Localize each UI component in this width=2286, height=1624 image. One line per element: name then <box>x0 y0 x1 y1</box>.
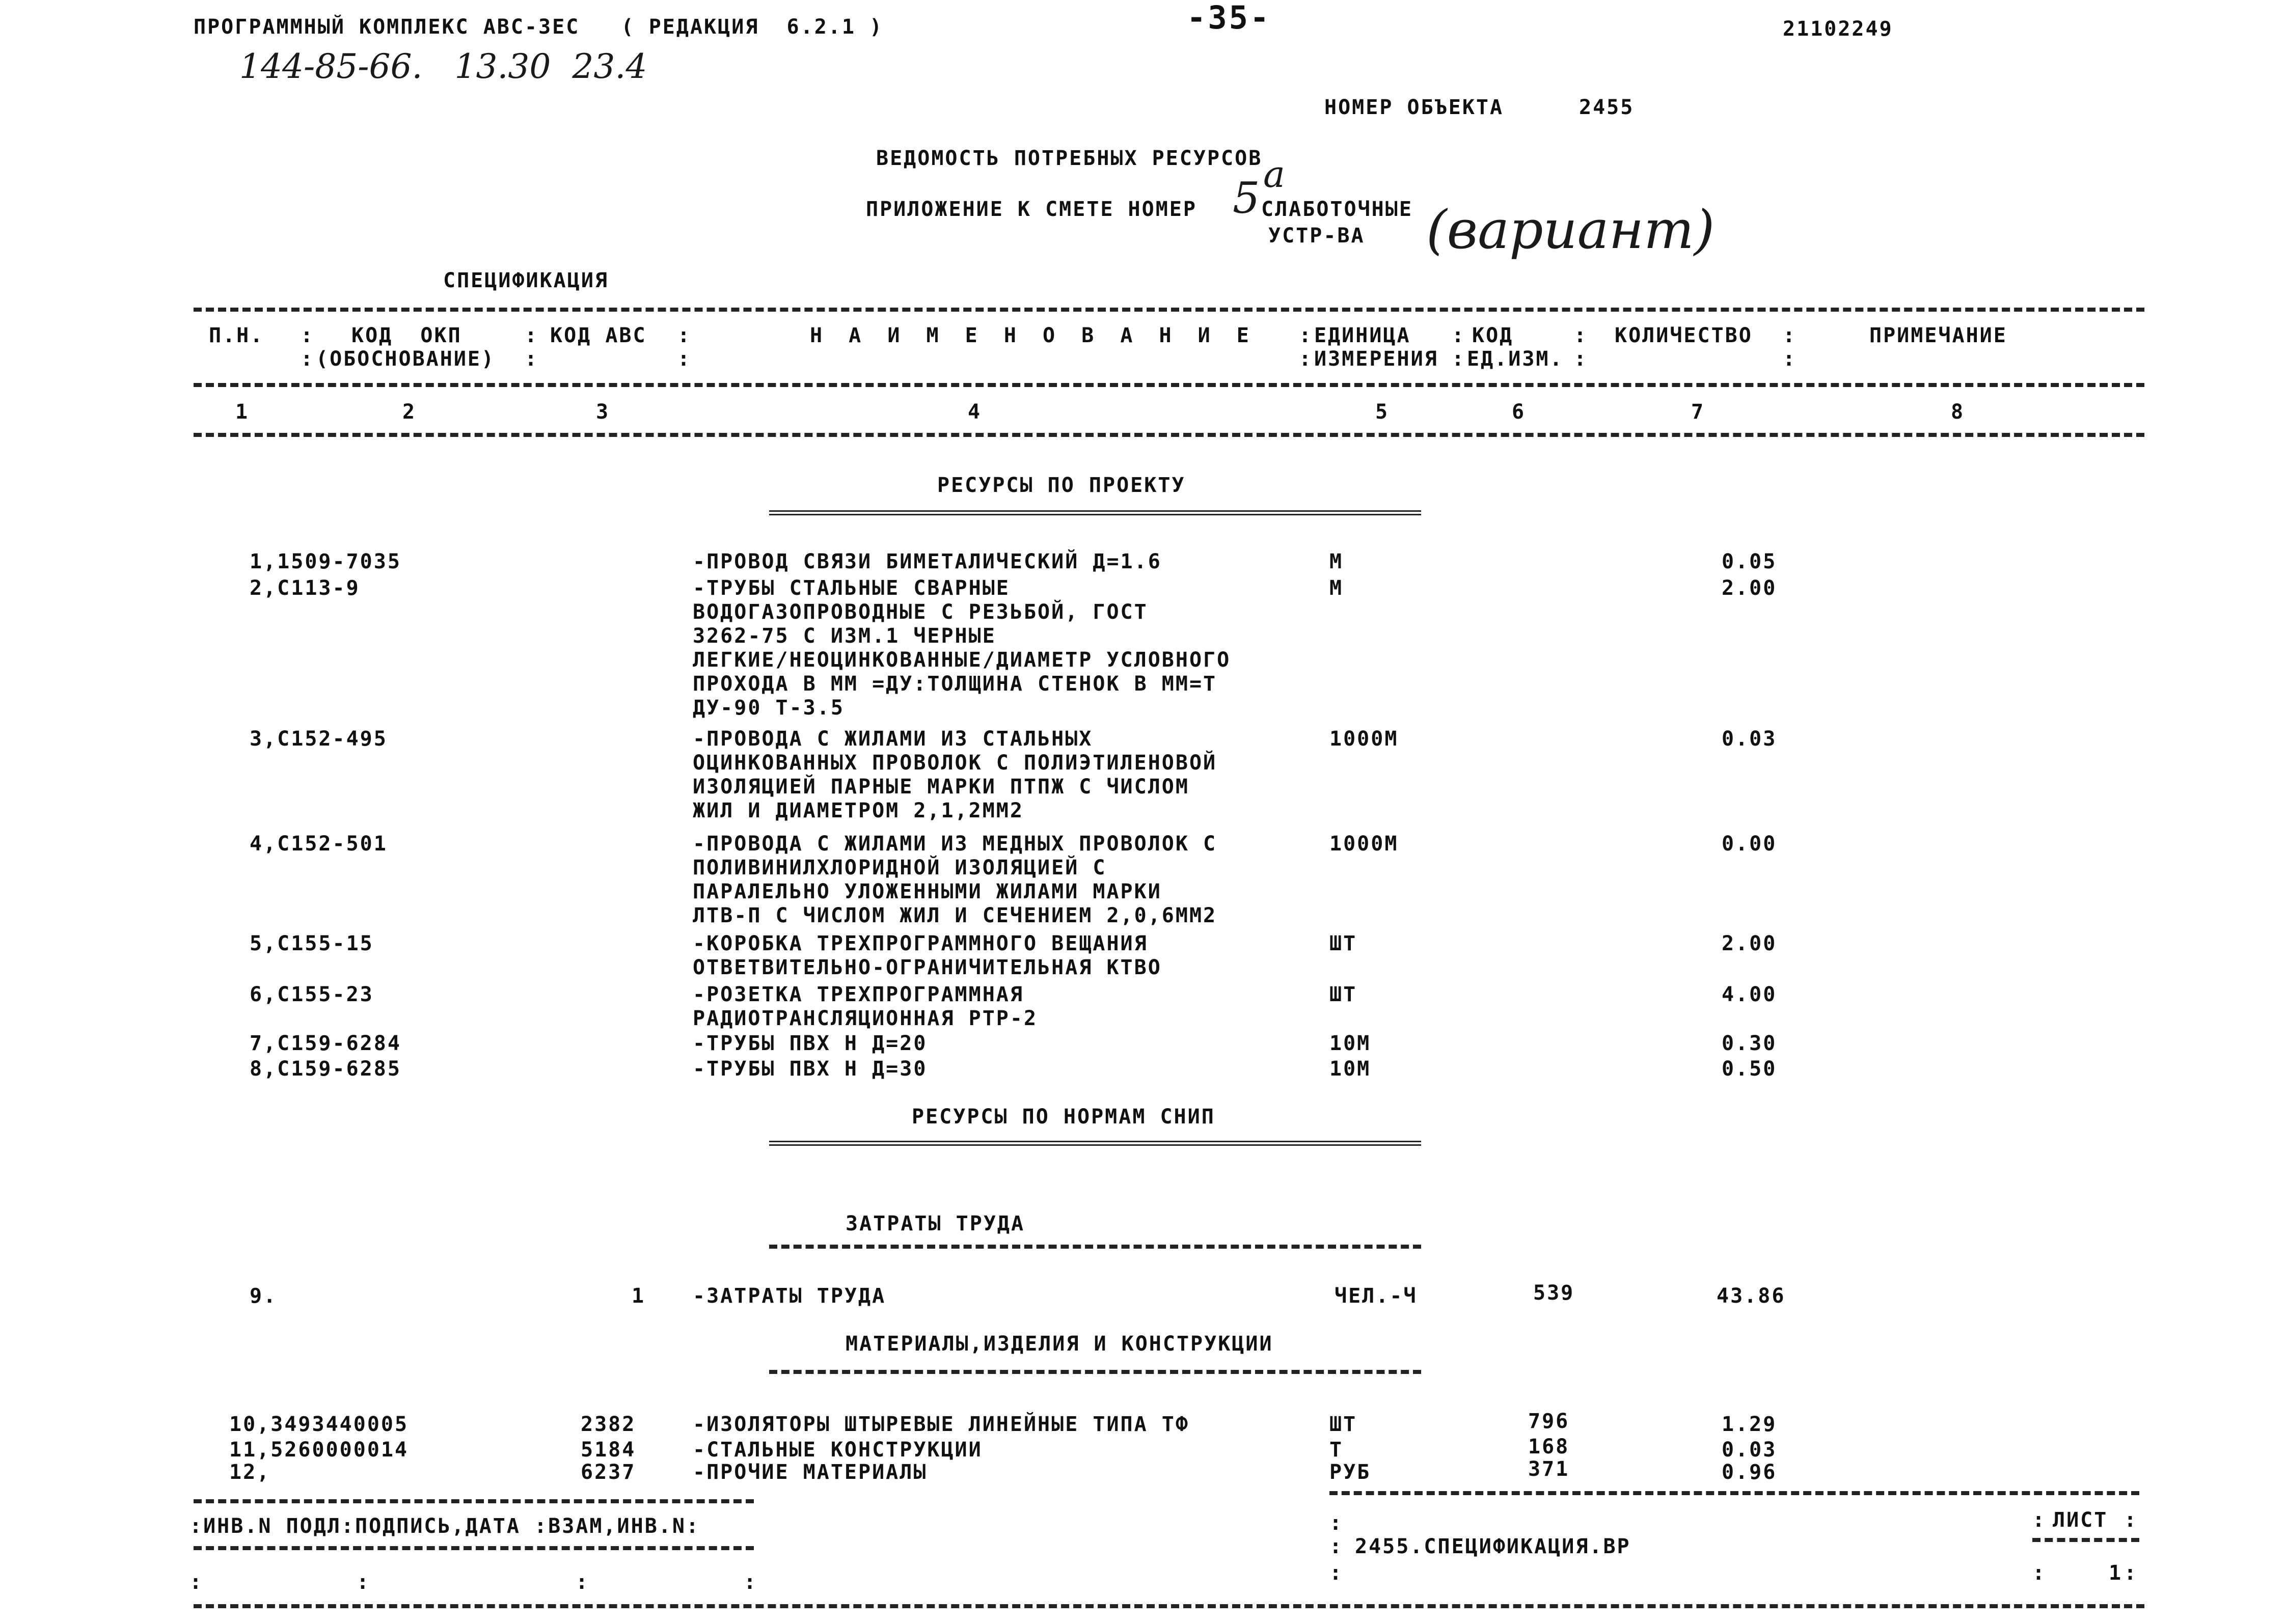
col-header-unit-measure: ИЗМЕРЕНИЯ <box>1314 347 1438 371</box>
project-row-unit: М <box>1329 576 1344 600</box>
col-header-unit-code-measure: ЕД.ИЗМ. <box>1467 347 1564 371</box>
footer-separator: : <box>357 1571 371 1594</box>
col-header-unit-code: КОД <box>1472 324 1514 347</box>
col-header-kod-abc: КОД АВС <box>550 324 647 347</box>
footer-separator: : <box>1329 1535 1344 1558</box>
col-separator: : <box>1783 347 1797 371</box>
header-mid-rule <box>194 383 2144 387</box>
appendix-name-line1: СЛАБОТОЧНЫЕ <box>1261 198 1413 221</box>
section-norms-title: РЕСУРСЫ ПО НОРМАМ СНИП <box>912 1105 1215 1128</box>
section-project-underline <box>769 510 1421 515</box>
project-row-pn: 6,С155-23 <box>250 983 374 1006</box>
project-row-name-line: ЛТВ-П С ЧИСЛОМ ЖИЛ И СЕЧЕНИЕМ 2,0,6ММ2 <box>693 904 1217 927</box>
footer-sheet-number: 1 <box>2109 1561 2123 1585</box>
project-row-pn: 8,С159-6285 <box>250 1057 401 1081</box>
footer-separator: : <box>2124 1561 2138 1585</box>
col-separator: : <box>1574 324 1588 347</box>
project-row-unit: ШТ <box>1329 983 1357 1006</box>
material-row-pn: 11,5260000014 <box>229 1438 409 1462</box>
project-row-unit: 1000М <box>1329 832 1399 856</box>
material-row-unit: ШТ <box>1329 1413 1357 1436</box>
section-project-title: РЕСУРСЫ ПО ПРОЕКТУ <box>937 474 1186 497</box>
object-number-label: НОМЕР ОБЪЕКТА <box>1324 96 1504 119</box>
program-header: ПРОГРАММНЫЙ КОМПЛЕКС АВС-3ЕС ( РЕДАКЦИЯ 6.2.1 ) <box>194 15 884 39</box>
document-id: 21102249 <box>1783 17 1893 41</box>
project-row-unit: М <box>1329 550 1344 573</box>
footer-sheet-label: ЛИСТ <box>2053 1508 2108 1532</box>
material-row-abc: 2382 <box>581 1413 636 1436</box>
col-separator: : <box>677 324 692 347</box>
material-row-name: -ИЗОЛЯТОРЫ ШТЫРЕВЫЕ ЛИНЕЙНЫЕ ТИПА ТФ <box>693 1413 1189 1436</box>
col-separator: : <box>525 347 539 371</box>
material-row-code: 168 <box>1528 1435 1570 1458</box>
page-number: -35- <box>1187 0 1271 36</box>
project-row-name-line: -ТРУБЫ ПВХ Н Д=30 <box>693 1057 928 1081</box>
footer-separator: : <box>2032 1508 2047 1532</box>
project-row-pn: 3,С152-495 <box>250 727 388 751</box>
project-row-name-line: -КОРОБКА ТРЕХПРОГРАММНОГО ВЕЩАНИЯ <box>693 932 1148 955</box>
project-row-name-line: -РОЗЕТКА ТРЕХПРОГРАММНАЯ <box>693 983 1024 1006</box>
project-row-pn: 5,С155-15 <box>250 932 374 955</box>
section-norms-underline <box>769 1141 1421 1146</box>
labor-row-unit: ЧЕЛ.-Ч <box>1335 1284 1418 1308</box>
col-separator: : <box>1574 347 1588 371</box>
header-bottom-rule <box>194 433 2144 437</box>
project-row-name-line: ВОДОГАЗОПРОВОДНЫЕ С РЕЗЬБОЙ, ГОСТ <box>693 600 1148 624</box>
footer-rule-right-top <box>1329 1491 2139 1495</box>
section-materials-title: МАТЕРИАЛЫ,ИЗДЕЛИЯ И КОНСТРУКЦИИ <box>846 1332 1273 1356</box>
material-row-pn: 10,3493440005 <box>229 1413 409 1436</box>
project-row-name-line: РАДИОТРАНСЛЯЦИОННАЯ РТР-2 <box>693 1007 1038 1030</box>
project-row-quantity: 0.00 <box>1722 832 1777 856</box>
col-separator: : <box>1299 324 1313 347</box>
project-row-quantity: 0.30 <box>1722 1032 1777 1055</box>
labor-row-quantity: 43.86 <box>1717 1284 1786 1308</box>
project-row-pn: 4,С152-501 <box>250 832 388 856</box>
material-row-code: 796 <box>1528 1410 1570 1433</box>
footer-document-code: 2455.СПЕЦИФИКАЦИЯ.ВР <box>1355 1535 1631 1558</box>
col-separator: : <box>1452 347 1466 371</box>
material-row-pn: 12, <box>229 1461 271 1484</box>
specification-label: СПЕЦИФИКАЦИЯ <box>443 269 609 292</box>
labor-row-abc: 1 <box>632 1284 646 1308</box>
material-row-name: -СТАЛЬНЫЕ КОНСТРУКЦИИ <box>693 1438 983 1462</box>
col-header-unit: ЕДИНИЦА <box>1314 324 1411 347</box>
material-row-quantity: 0.96 <box>1722 1461 1777 1484</box>
col-separator: : <box>1452 324 1466 347</box>
footer-separator: : <box>2032 1561 2047 1585</box>
footer-rule-left-top <box>194 1499 754 1503</box>
col-separator: : <box>301 324 315 347</box>
section-materials-underline <box>769 1370 1421 1374</box>
col-number-7: 7 <box>1691 400 1705 424</box>
section-labor-title: ЗАТРАТЫ ТРУДА <box>846 1212 1025 1235</box>
labor-row-name: -ЗАТРАТЫ ТРУДА <box>693 1284 886 1308</box>
project-row-name-line: -ПРОВОДА С ЖИЛАМИ ИЗ СТАЛЬНЫХ <box>693 727 1093 751</box>
object-number: 2455 <box>1579 96 1635 119</box>
col-number-4: 4 <box>968 400 982 424</box>
project-row-unit: 10М <box>1329 1057 1371 1081</box>
footer-separator: : <box>1329 1511 1344 1535</box>
project-row-quantity: 4.00 <box>1722 983 1777 1006</box>
footer-separator: : <box>2124 1508 2138 1532</box>
col-header-pn: П.Н. <box>209 324 264 347</box>
col-number-8: 8 <box>1951 400 1965 424</box>
project-row-pn: 7,С159-6284 <box>250 1032 401 1055</box>
col-separator: : <box>525 324 539 347</box>
project-row-name-line: -ТРУБЫ ПВХ Н Д=20 <box>693 1032 928 1055</box>
project-row-unit: 1000М <box>1329 727 1399 751</box>
material-row-unit: РУБ <box>1329 1461 1371 1484</box>
col-header-note: ПРИМЕЧАНИЕ <box>1869 324 2007 347</box>
appendix-text: ПРИЛОЖЕНИЕ К СМЕТЕ НОМЕР <box>866 198 1197 221</box>
footer-rule-left-mid <box>194 1546 754 1550</box>
project-row-pn: 2,С113-9 <box>250 576 360 600</box>
footer-bottom-rule <box>194 1604 2144 1608</box>
col-separator: : <box>1783 324 1797 347</box>
project-row-name-line: ИЗОЛЯЦИЕЙ ПАРНЫЕ МАРКИ ПТПЖ С ЧИСЛОМ <box>693 775 1189 799</box>
col-number-5: 5 <box>1375 400 1390 424</box>
section-labor-underline <box>769 1245 1421 1249</box>
col-number-6: 6 <box>1512 400 1526 424</box>
project-row-quantity: 0.03 <box>1722 727 1777 751</box>
project-row-name-line: 3262-75 С ИЗМ.1 ЧЕРНЫЕ <box>693 624 996 648</box>
col-header-kod-okp: КОД ОКП <box>351 324 462 347</box>
material-row-code: 371 <box>1528 1457 1570 1481</box>
col-header-name: Н А И М Е Н О В А Н И Е <box>810 324 1256 347</box>
project-row-name-line: ДУ-90 Т-3.5 <box>693 696 845 720</box>
footer-separator: : <box>1329 1561 1344 1585</box>
appendix-name-line2: УСТР-ВА <box>1268 224 1365 247</box>
col-header-kod-okp-basis: (ОБОСНОВАНИЕ) <box>316 347 496 371</box>
col-separator: : <box>1299 347 1313 371</box>
material-row-quantity: 0.03 <box>1722 1438 1777 1462</box>
header-top-rule <box>194 308 2144 312</box>
project-row-quantity: 2.00 <box>1722 576 1777 600</box>
footer-signature-fields: :ИНВ.N ПОДЛ:ПОДПИСЬ,ДАТА :ВЗАМ,ИНВ.N: <box>189 1515 700 1538</box>
appendix-handwritten-number: 5 <box>1233 173 1260 223</box>
col-separator: : <box>677 347 692 371</box>
project-row-quantity: 2.00 <box>1722 932 1777 955</box>
variant-handwritten: (вариант) <box>1426 199 1715 261</box>
col-number-3: 3 <box>596 400 610 424</box>
project-row-name-line: -ПРОВОД СВЯЗИ БИМЕТАЛИЧЕСКИЙ Д=1.6 <box>693 550 1162 573</box>
footer-sheet-rule <box>2032 1538 2139 1542</box>
project-row-quantity: 0.05 <box>1722 550 1777 573</box>
material-row-name: -ПРОЧИЕ МАТЕРИАЛЫ <box>693 1461 928 1484</box>
project-row-name-line: ЖИЛ И ДИАМЕТРОМ 2,1,2ММ2 <box>693 799 1024 822</box>
project-row-name-line: ПРОХОДА В ММ =ДУ:ТОЛЩИНА СТЕНОК В ММ=Т <box>693 672 1217 696</box>
project-row-unit: ШТ <box>1329 932 1357 955</box>
project-row-quantity: 0.50 <box>1722 1057 1777 1081</box>
col-number-1: 1 <box>235 400 250 424</box>
project-row-name-line: ЛЕГКИЕ/НЕОЦИНКОВАННЫЕ/ДИАМЕТР УСЛОВНОГО <box>693 648 1231 672</box>
project-row-unit: 10М <box>1329 1032 1371 1055</box>
project-row-name-line: ПОЛИВИНИЛХЛОРИДНОЙ ИЗОЛЯЦИЕЙ С <box>693 856 1107 879</box>
project-row-name-line: ОТВЕТВИТЕЛЬНО-ОГРАНИЧИТЕЛЬНАЯ КТВО <box>693 956 1162 979</box>
material-row-abc: 6237 <box>581 1461 636 1484</box>
col-separator: : <box>301 347 315 371</box>
col-number-2: 2 <box>402 400 417 424</box>
material-row-abc: 5184 <box>581 1438 636 1462</box>
footer-separator: : <box>576 1571 590 1594</box>
project-row-name-line: -ПРОВОДА С ЖИЛАМИ ИЗ МЕДНЫХ ПРОВОЛОК С <box>693 832 1217 856</box>
project-row-name-line: ПАРАЛЕЛЬНО УЛОЖЕННЫМИ ЖИЛАМИ МАРКИ <box>693 880 1162 903</box>
col-header-quantity: КОЛИЧЕСТВО <box>1615 324 1753 347</box>
labor-row-pn: 9. <box>250 1284 278 1308</box>
labor-row-code: 539 <box>1533 1281 1575 1305</box>
material-row-quantity: 1.29 <box>1722 1413 1777 1436</box>
footer-separator: : <box>744 1571 758 1594</box>
project-row-pn: 1,1509-7035 <box>250 550 401 573</box>
footer-separator: : <box>189 1571 204 1594</box>
document-title: ВЕДОМОСТЬ ПОТРЕБНЫХ РЕСУРСОВ <box>876 147 1263 170</box>
material-row-unit: Т <box>1329 1438 1344 1462</box>
project-row-name-line: -ТРУБЫ СТАЛЬНЫЕ СВАРНЫЕ <box>693 576 1010 600</box>
appendix-handwritten-letter: а <box>1263 153 1285 196</box>
handwritten-note: 144-85-66. 13.30 23.4 <box>239 47 647 86</box>
project-row-name-line: ОЦИНКОВАННЫХ ПРОВОЛОК С ПОЛИЭТИЛЕНОВОЙ <box>693 751 1217 775</box>
